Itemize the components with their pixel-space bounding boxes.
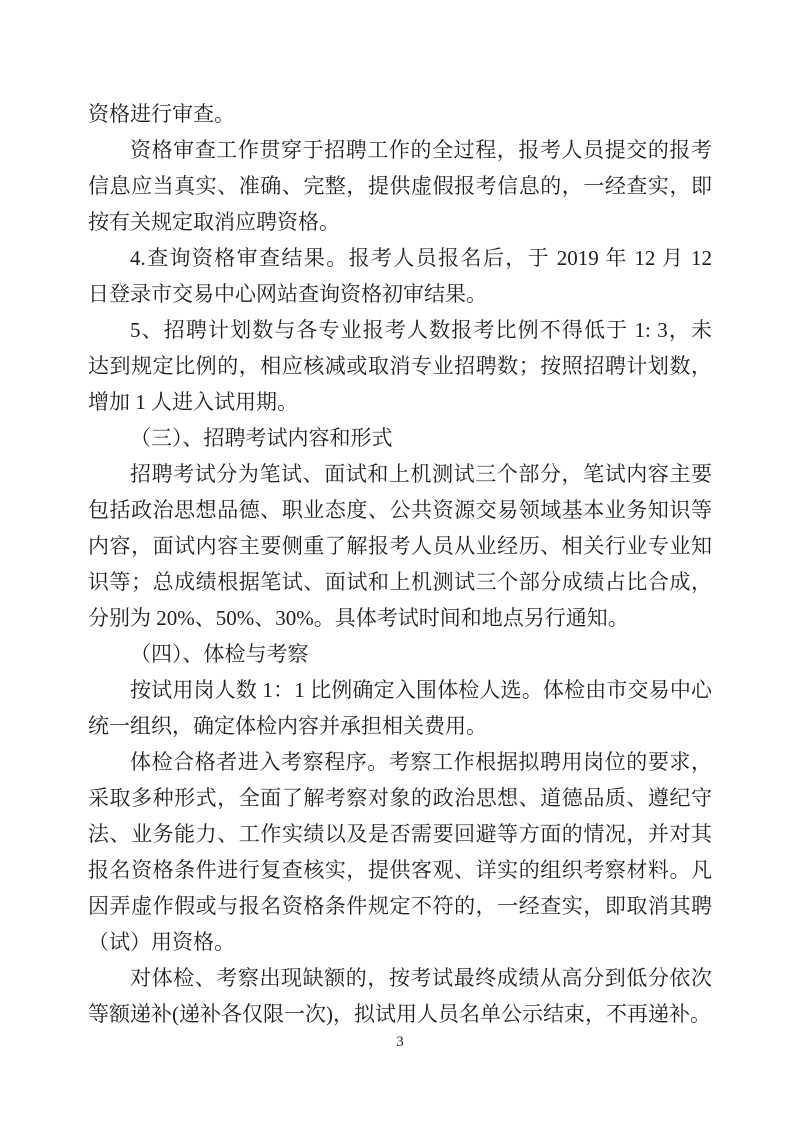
text-line: （试）用资格。 [88, 930, 235, 954]
text-line: 5、招聘计划数与各专业报考人数报考比例不得低于 1: 3，未 [130, 318, 712, 342]
text-line: 内容，面试内容主要侧重了解报考人员从业经历、相关行业专业知 [88, 534, 712, 558]
text-line: 报名资格条件进行复查核实，提供客观、详实的组织考察材料。凡 [88, 858, 712, 882]
text-line: 分别为 20%、50%、30%。具体考试时间和地点另行通知。 [88, 606, 629, 630]
text-line: 统一组织，确定体检内容并承担相关费用。 [88, 714, 487, 738]
text-line: 识等；总成绩根据笔试、面试和上机测试三个部分成绩占比合成， [88, 570, 712, 594]
text-line: 4.查询资格审查结果。报考人员报名后，于 2019 年 12 月 12 [130, 246, 712, 270]
text-line: 法、业务能力、工作实绩以及是否需要回避等方面的情况，并对其 [88, 822, 712, 846]
text-line: 增加 1 人进入试用期。 [88, 390, 298, 414]
text-line: 按试用岗人数 1：1 比例确定入围体检人选。体检由市交易中心 [130, 678, 712, 702]
text-line: 体检合格者进入考察程序。考察工作根据拟聘用岗位的要求， [130, 750, 712, 774]
text-line: 包括政治思想品德、职业态度、公共资源交易领域基本业务知识等 [88, 498, 712, 522]
text-line: 按有关规定取消应聘资格。 [88, 210, 340, 234]
text-line: 采取多种形式，全面了解考察对象的政治思想、道德品质、遵纪守 [88, 786, 712, 810]
section-heading: （四）、体检与考察 [130, 642, 309, 666]
text-line: 资格审查工作贯穿于招聘工作的全过程，报考人员提交的报考 [130, 138, 712, 162]
text-line: 信息应当真实、准确、完整，提供虚假报考信息的，一经查实，即 [88, 174, 712, 198]
text-line: 因弄虚作假或与报名资格条件规定不符的，一经查实，即取消其聘 [88, 894, 712, 918]
text-line: 招聘考试分为笔试、面试和上机测试三个部分，笔试内容主要 [130, 462, 712, 486]
text-line: 达到规定比例的，相应核减或取消专业招聘数；按照招聘计划数， [88, 354, 712, 378]
text-line: 日登录市交易中心网站查询资格初审结果。 [88, 282, 487, 306]
section-heading: （三）、招聘考试内容和形式 [130, 426, 393, 450]
text-line: 等额递补(递补各仅限一次)，拟试用人员名单公示结束，不再递补。 [88, 1002, 711, 1026]
text-line: 对体检、考察出现缺额的，按考试最终成绩从高分到低分依次 [130, 966, 712, 990]
document-body [88, 96, 712, 1032]
page-number: 3 [396, 1034, 404, 1050]
text-line: 资格进行审查。 [88, 102, 235, 126]
